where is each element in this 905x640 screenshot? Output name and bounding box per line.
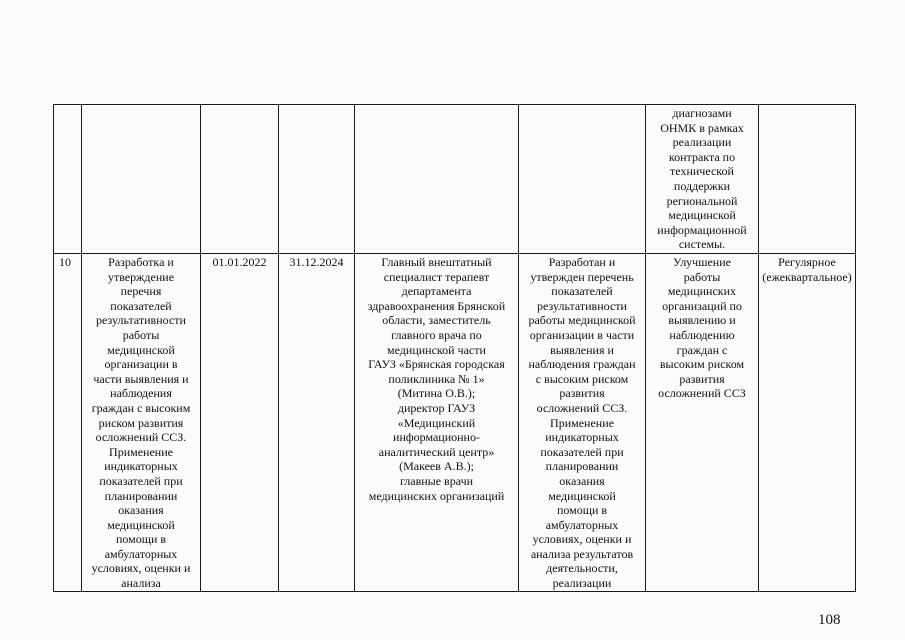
cell-number: 10 xyxy=(54,254,82,592)
table-row xyxy=(54,254,856,592)
cell-periodicity xyxy=(759,105,856,254)
cell-periodicity: Регулярное (ежеквартальное) xyxy=(759,254,856,592)
table-row xyxy=(54,105,856,254)
cell-start-date: 01.01.2022 xyxy=(201,254,279,592)
cell-start-date xyxy=(201,105,279,254)
cell-activity xyxy=(82,105,201,254)
cell-activity: Разработка и утверждение перечня показателей результативности работы медицинской организации в части выявления и наблюдения граждан с высоким риском развития осложнений ССЗ. Применение индикаторных показателей при планировании оказания медицинской помощи в амбулаторных условиях, оценки и анализа xyxy=(82,254,201,592)
cell-end-date: 31.12.2024 xyxy=(279,254,355,592)
cell-responsible xyxy=(355,105,519,254)
cell-effect: Улучшение работы медицинских организаций по выявлению и наблюдению граждан с высоким риском развития осложнений ССЗ xyxy=(646,254,759,592)
plan-table xyxy=(53,104,856,592)
cell-result xyxy=(519,105,646,254)
page-number: 108 xyxy=(818,612,841,628)
cell-responsible: Главный внештатный специалист терапевт департамента здравоохранения Брянской области, заместитель главного врача по медицинской части ГАУЗ «Брянская городская поликлиника № 1» (Митина О.В.); директор ГАУЗ «Медицинский информационно- аналитический центр» (Макеев А.В.); главные врачи медицинских организаций xyxy=(355,254,519,592)
cell-end-date xyxy=(279,105,355,254)
cell-number xyxy=(54,105,82,254)
cell-effect: диагнозами ОНМК в рамках реализации контракта по технической поддержки региональной медицинской информационной системы. xyxy=(646,105,759,254)
cell-result: Разработан и утвержден перечень показателей результативности работы медицинской организации в части выявления и наблюдения граждан с высоким риском развития осложнений ССЗ. Применение индикаторных показателей при планировании оказания медицинской помощи в амбулаторных условиях, оценки и анализа результатов деятельности, реализации xyxy=(519,254,646,592)
